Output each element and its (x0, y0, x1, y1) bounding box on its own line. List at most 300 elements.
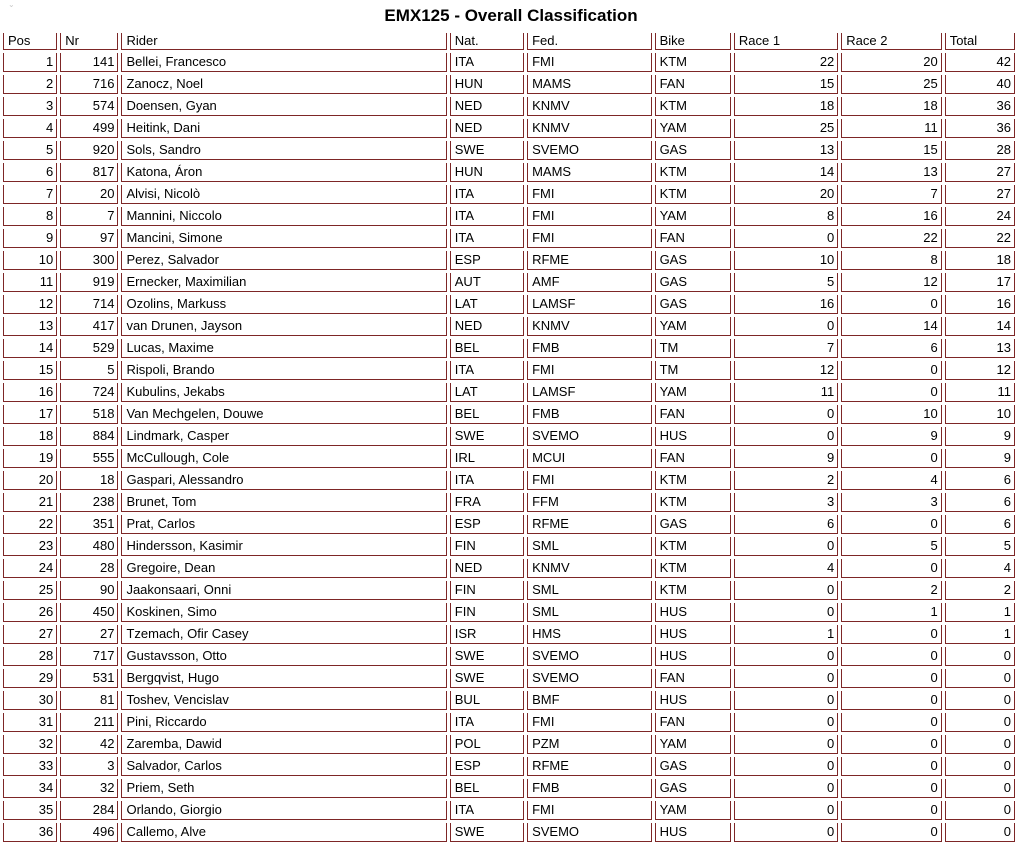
cell-race2: 25 (841, 75, 941, 94)
cell-fed: FMI (527, 471, 652, 490)
cell-race1: 0 (734, 823, 838, 842)
cell-total: 11 (945, 383, 1015, 402)
cell-bike: GAS (655, 141, 731, 160)
cell-rider: Van Mechgelen, Douwe (121, 405, 446, 424)
cell-total: 0 (945, 669, 1015, 688)
cell-rider: Mancini, Simone (121, 229, 446, 248)
cell-race1: 14 (734, 163, 838, 182)
cell-race2: 0 (841, 713, 941, 732)
cell-rider: Tzemach, Ofir Casey (121, 625, 446, 644)
table-row (3, 75, 1015, 94)
cell-nat: NED (450, 559, 524, 578)
cell-fed: HMS (527, 625, 652, 644)
cell-pos: 24 (3, 559, 57, 578)
cell-total: 0 (945, 691, 1015, 710)
cell-nr: 18 (60, 471, 118, 490)
cell-pos: 14 (3, 339, 57, 358)
cell-race1: 3 (734, 493, 838, 512)
cell-bike: TM (655, 339, 731, 358)
results-tbody (3, 53, 1015, 842)
cell-race1: 0 (734, 581, 838, 600)
cell-nat: ITA (450, 801, 524, 820)
cell-nr: 450 (60, 603, 118, 622)
cell-rider: Kubulins, Jekabs (121, 383, 446, 402)
table-row (3, 493, 1015, 512)
cell-bike: FAN (655, 713, 731, 732)
cell-fed: MCUI (527, 449, 652, 468)
cell-rider: Priem, Seth (121, 779, 446, 798)
cell-nr: 714 (60, 295, 118, 314)
table-row (3, 251, 1015, 270)
col-header-rider: Rider (121, 33, 446, 50)
cell-race2: 3 (841, 493, 941, 512)
cell-rider: Zaremba, Dawid (121, 735, 446, 754)
cell-rider: Katona, Áron (121, 163, 446, 182)
cell-pos: 36 (3, 823, 57, 842)
cell-pos: 1 (3, 53, 57, 72)
cell-fed: RFME (527, 251, 652, 270)
cell-nr: 211 (60, 713, 118, 732)
cell-rider: Ozolins, Markuss (121, 295, 446, 314)
cell-total: 24 (945, 207, 1015, 226)
cell-race2: 0 (841, 691, 941, 710)
cell-total: 27 (945, 163, 1015, 182)
cell-bike: YAM (655, 207, 731, 226)
cell-fed: RFME (527, 515, 652, 534)
cell-pos: 8 (3, 207, 57, 226)
cell-rider: Mannini, Niccolo (121, 207, 446, 226)
cell-total: 12 (945, 361, 1015, 380)
cell-race2: 0 (841, 779, 941, 798)
cell-fed: FMI (527, 185, 652, 204)
cell-nat: ITA (450, 713, 524, 732)
cell-fed: FMI (527, 53, 652, 72)
cell-pos: 34 (3, 779, 57, 798)
cell-pos: 11 (3, 273, 57, 292)
cell-fed: SVEMO (527, 669, 652, 688)
cell-fed: LAMSF (527, 295, 652, 314)
cell-bike: HUS (655, 427, 731, 446)
cell-nr: 499 (60, 119, 118, 138)
cell-race1: 0 (734, 317, 838, 336)
table-row (3, 691, 1015, 710)
cell-race2: 10 (841, 405, 941, 424)
cell-race2: 13 (841, 163, 941, 182)
table-row (3, 427, 1015, 446)
cell-nr: 90 (60, 581, 118, 600)
cell-rider: Koskinen, Simo (121, 603, 446, 622)
cell-total: 9 (945, 427, 1015, 446)
cell-fed: FMI (527, 361, 652, 380)
table-row (3, 471, 1015, 490)
cell-race1: 0 (734, 647, 838, 666)
cell-race2: 8 (841, 251, 941, 270)
cell-rider: Brunet, Tom (121, 493, 446, 512)
cell-nat: NED (450, 119, 524, 138)
cell-nat: HUN (450, 75, 524, 94)
cell-bike: YAM (655, 801, 731, 820)
cell-total: 6 (945, 515, 1015, 534)
cell-rider: Orlando, Giorgio (121, 801, 446, 820)
cell-pos: 2 (3, 75, 57, 94)
cell-pos: 28 (3, 647, 57, 666)
col-header-total: Total (945, 33, 1015, 50)
cell-total: 0 (945, 779, 1015, 798)
cell-total: 1 (945, 625, 1015, 644)
cell-rider: Bergqvist, Hugo (121, 669, 446, 688)
table-row (3, 317, 1015, 336)
cell-bike: HUS (655, 647, 731, 666)
cell-nat: HUN (450, 163, 524, 182)
cell-race1: 1 (734, 625, 838, 644)
cell-nat: ITA (450, 471, 524, 490)
col-header-race2: Race 2 (841, 33, 941, 50)
table-row (3, 207, 1015, 226)
col-header-bike: Bike (655, 33, 731, 50)
cell-rider: Heitink, Dani (121, 119, 446, 138)
cell-race2: 0 (841, 757, 941, 776)
cell-pos: 4 (3, 119, 57, 138)
cell-total: 18 (945, 251, 1015, 270)
cell-nr: 919 (60, 273, 118, 292)
cell-total: 5 (945, 537, 1015, 556)
cell-nr: 496 (60, 823, 118, 842)
cell-rider: Sols, Sandro (121, 141, 446, 160)
cell-nat: FIN (450, 603, 524, 622)
table-row (3, 119, 1015, 138)
cell-total: 0 (945, 713, 1015, 732)
cell-total: 0 (945, 647, 1015, 666)
table-row (3, 603, 1015, 622)
cell-race1: 8 (734, 207, 838, 226)
cell-rider: Alvisi, Nicolò (121, 185, 446, 204)
cell-race1: 0 (734, 427, 838, 446)
cell-rider: Lindmark, Casper (121, 427, 446, 446)
cell-bike: GAS (655, 779, 731, 798)
cell-nr: 81 (60, 691, 118, 710)
cell-total: 14 (945, 317, 1015, 336)
cell-rider: Doensen, Gyan (121, 97, 446, 116)
cell-nr: 3 (60, 757, 118, 776)
cell-race1: 0 (734, 537, 838, 556)
cell-race2: 7 (841, 185, 941, 204)
cell-nr: 7 (60, 207, 118, 226)
cell-fed: MAMS (527, 163, 652, 182)
cell-nat: ESP (450, 757, 524, 776)
cell-bike: KTM (655, 163, 731, 182)
cell-race2: 0 (841, 295, 941, 314)
cell-fed: LAMSF (527, 383, 652, 402)
cell-pos: 30 (3, 691, 57, 710)
cell-bike: FAN (655, 405, 731, 424)
cell-fed: KNMV (527, 317, 652, 336)
cell-fed: MAMS (527, 75, 652, 94)
cell-rider: Rispoli, Brando (121, 361, 446, 380)
cell-pos: 35 (3, 801, 57, 820)
cell-nat: ITA (450, 361, 524, 380)
cell-race2: 0 (841, 823, 941, 842)
table-row (3, 537, 1015, 556)
cell-total: 0 (945, 801, 1015, 820)
cell-race2: 0 (841, 559, 941, 578)
header-row (3, 33, 1015, 50)
cell-pos: 16 (3, 383, 57, 402)
cell-total: 27 (945, 185, 1015, 204)
col-header-nat: Nat. (450, 33, 524, 50)
cell-nat: ISR (450, 625, 524, 644)
table-row (3, 647, 1015, 666)
cell-bike: YAM (655, 383, 731, 402)
cell-total: 28 (945, 141, 1015, 160)
cell-rider: Callemo, Alve (121, 823, 446, 842)
cell-nat: BUL (450, 691, 524, 710)
page-title: EMX125 - Overall Classification (384, 6, 638, 25)
cell-nat: FRA (450, 493, 524, 512)
cell-nr: 42 (60, 735, 118, 754)
cell-bike: GAS (655, 757, 731, 776)
cell-race1: 7 (734, 339, 838, 358)
cell-race1: 4 (734, 559, 838, 578)
cell-race1: 22 (734, 53, 838, 72)
cell-pos: 27 (3, 625, 57, 644)
cell-nat: SWE (450, 141, 524, 160)
cell-race1: 0 (734, 603, 838, 622)
cell-pos: 3 (3, 97, 57, 116)
cell-race2: 0 (841, 383, 941, 402)
cell-race1: 0 (734, 405, 838, 424)
cell-race2: 0 (841, 361, 941, 380)
cell-nat: SWE (450, 669, 524, 688)
table-row (3, 141, 1015, 160)
cell-nr: 238 (60, 493, 118, 512)
cell-race1: 13 (734, 141, 838, 160)
cell-rider: Lucas, Maxime (121, 339, 446, 358)
cell-nr: 20 (60, 185, 118, 204)
cell-fed: FMI (527, 229, 652, 248)
col-header-nr: Nr (60, 33, 118, 50)
cell-nat: SWE (450, 823, 524, 842)
col-header-pos: Pos (3, 33, 57, 50)
cell-fed: PZM (527, 735, 652, 754)
cell-fed: FMI (527, 207, 652, 226)
cell-fed: SML (527, 581, 652, 600)
cell-bike: KTM (655, 97, 731, 116)
table-row (3, 515, 1015, 534)
cell-total: 40 (945, 75, 1015, 94)
cell-nr: 480 (60, 537, 118, 556)
cell-fed: FFM (527, 493, 652, 512)
cell-race1: 5 (734, 273, 838, 292)
cell-nat: BEL (450, 405, 524, 424)
corner-artifact: ⌄ (8, 0, 15, 9)
cell-nat: FIN (450, 581, 524, 600)
cell-bike: FAN (655, 229, 731, 248)
cell-fed: RFME (527, 757, 652, 776)
cell-bike: KTM (655, 537, 731, 556)
cell-nr: 518 (60, 405, 118, 424)
cell-pos: 6 (3, 163, 57, 182)
cell-rider: Prat, Carlos (121, 515, 446, 534)
cell-nr: 817 (60, 163, 118, 182)
cell-bike: KTM (655, 581, 731, 600)
cell-nat: LAT (450, 295, 524, 314)
cell-total: 0 (945, 823, 1015, 842)
cell-fed: KNMV (527, 97, 652, 116)
col-header-fed: Fed. (527, 33, 652, 50)
cell-bike: TM (655, 361, 731, 380)
cell-fed: FMI (527, 713, 652, 732)
cell-nr: 32 (60, 779, 118, 798)
table-row (3, 669, 1015, 688)
cell-rider: Bellei, Francesco (121, 53, 446, 72)
table-row (3, 97, 1015, 116)
cell-nat: ITA (450, 207, 524, 226)
table-row (3, 559, 1015, 578)
table-row (3, 823, 1015, 842)
cell-race1: 12 (734, 361, 838, 380)
cell-bike: YAM (655, 735, 731, 754)
cell-rider: Salvador, Carlos (121, 757, 446, 776)
cell-total: 0 (945, 735, 1015, 754)
cell-race1: 10 (734, 251, 838, 270)
cell-pos: 29 (3, 669, 57, 688)
table-row (3, 295, 1015, 314)
cell-race1: 0 (734, 691, 838, 710)
cell-nat: SWE (450, 427, 524, 446)
cell-race2: 0 (841, 801, 941, 820)
cell-race2: 0 (841, 449, 941, 468)
cell-nr: 531 (60, 669, 118, 688)
cell-race1: 11 (734, 383, 838, 402)
cell-rider: McCullough, Cole (121, 449, 446, 468)
table-row (3, 405, 1015, 424)
cell-bike: KTM (655, 559, 731, 578)
cell-rider: Gustavsson, Otto (121, 647, 446, 666)
cell-rider: Pini, Riccardo (121, 713, 446, 732)
cell-fed: FMI (527, 801, 652, 820)
cell-race2: 0 (841, 625, 941, 644)
cell-nr: 351 (60, 515, 118, 534)
cell-total: 36 (945, 97, 1015, 116)
cell-rider: Zanocz, Noel (121, 75, 446, 94)
table-row (3, 53, 1015, 72)
cell-nr: 5 (60, 361, 118, 380)
cell-nr: 574 (60, 97, 118, 116)
cell-pos: 25 (3, 581, 57, 600)
cell-bike: HUS (655, 603, 731, 622)
cell-total: 22 (945, 229, 1015, 248)
cell-race1: 0 (734, 713, 838, 732)
cell-nr: 529 (60, 339, 118, 358)
cell-pos: 32 (3, 735, 57, 754)
table-row (3, 801, 1015, 820)
cell-pos: 13 (3, 317, 57, 336)
cell-fed: BMF (527, 691, 652, 710)
cell-nat: SWE (450, 647, 524, 666)
cell-nat: BEL (450, 339, 524, 358)
cell-nat: LAT (450, 383, 524, 402)
cell-race2: 0 (841, 515, 941, 534)
cell-pos: 5 (3, 141, 57, 160)
cell-pos: 26 (3, 603, 57, 622)
cell-race1: 25 (734, 119, 838, 138)
cell-race1: 16 (734, 295, 838, 314)
cell-race1: 20 (734, 185, 838, 204)
cell-nr: 884 (60, 427, 118, 446)
cell-nat: ESP (450, 515, 524, 534)
cell-race2: 1 (841, 603, 941, 622)
cell-race2: 14 (841, 317, 941, 336)
cell-race1: 15 (734, 75, 838, 94)
cell-nat: NED (450, 317, 524, 336)
cell-fed: FMB (527, 405, 652, 424)
cell-bike: YAM (655, 119, 731, 138)
cell-race2: 16 (841, 207, 941, 226)
cell-nat: NED (450, 97, 524, 116)
table-row (3, 273, 1015, 292)
cell-race1: 2 (734, 471, 838, 490)
cell-nat: ITA (450, 185, 524, 204)
cell-bike: YAM (655, 317, 731, 336)
cell-rider: Perez, Salvador (121, 251, 446, 270)
cell-nr: 28 (60, 559, 118, 578)
cell-race1: 0 (734, 779, 838, 798)
cell-race1: 0 (734, 229, 838, 248)
table-row (3, 185, 1015, 204)
cell-nr: 300 (60, 251, 118, 270)
cell-total: 2 (945, 581, 1015, 600)
cell-pos: 9 (3, 229, 57, 248)
cell-fed: SVEMO (527, 647, 652, 666)
cell-pos: 18 (3, 427, 57, 446)
cell-bike: GAS (655, 251, 731, 270)
cell-race2: 12 (841, 273, 941, 292)
table-row (3, 713, 1015, 732)
table-row (3, 361, 1015, 380)
cell-race2: 2 (841, 581, 941, 600)
cell-total: 1 (945, 603, 1015, 622)
cell-bike: FAN (655, 449, 731, 468)
cell-nat: ITA (450, 229, 524, 248)
cell-race2: 15 (841, 141, 941, 160)
cell-race2: 5 (841, 537, 941, 556)
cell-nr: 716 (60, 75, 118, 94)
table-row (3, 625, 1015, 644)
cell-total: 17 (945, 273, 1015, 292)
cell-fed: KNMV (527, 119, 652, 138)
cell-fed: SVEMO (527, 427, 652, 446)
cell-nat: ITA (450, 53, 524, 72)
cell-race1: 6 (734, 515, 838, 534)
cell-race2: 6 (841, 339, 941, 358)
cell-pos: 7 (3, 185, 57, 204)
cell-pos: 15 (3, 361, 57, 380)
table-row (3, 735, 1015, 754)
cell-nr: 724 (60, 383, 118, 402)
cell-race1: 0 (734, 669, 838, 688)
cell-race1: 18 (734, 97, 838, 116)
cell-pos: 31 (3, 713, 57, 732)
cell-bike: KTM (655, 53, 731, 72)
cell-total: 0 (945, 757, 1015, 776)
cell-bike: GAS (655, 515, 731, 534)
table-row (3, 163, 1015, 182)
cell-race2: 11 (841, 119, 941, 138)
cell-nat: AUT (450, 273, 524, 292)
classification-table (0, 30, 1018, 843)
cell-rider: Hindersson, Kasimir (121, 537, 446, 556)
cell-nr: 555 (60, 449, 118, 468)
